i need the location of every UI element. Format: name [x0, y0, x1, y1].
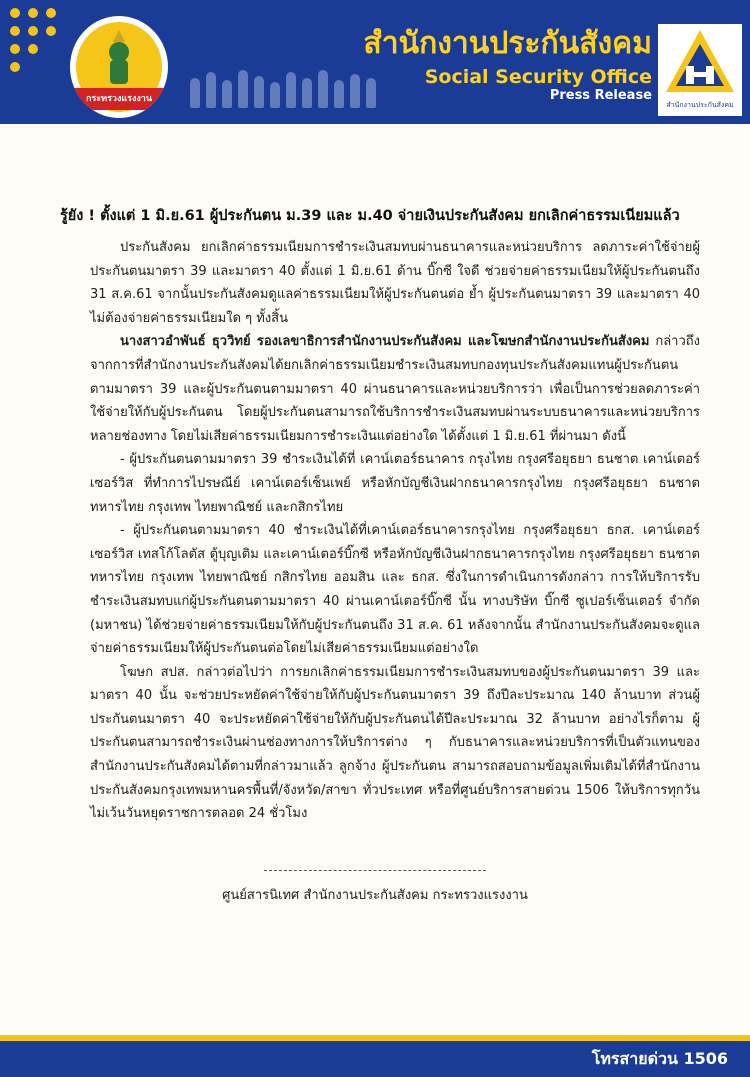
decorative-dots: [10, 8, 70, 98]
article-body: [90, 236, 700, 826]
spokesperson-name: นางสาวอำพันธ์ ธุววิทย์ รองเลขาธิการสำนักงานประกันสังคม และโฆษกสำนักงานประกันสังคม: [120, 334, 650, 350]
hotline-label: โทรสายด่วน 1506: [591, 1049, 728, 1068]
footer-accent-strip: [0, 1035, 750, 1041]
paragraph-savings: โฆษก สปส. กล่าวต่อไปว่า การยกเลิกค่าธรรมเนียมการชำระเงินสมทบของผู้ประกันตนมาตรา 39 และมาตรา 40 นั้น จะช่วยประหยัดค่าใช้จ่ายให้กับผู้ประกันตนมาตรา 39 ถึงปีละประมาณ 140 ล้านบาท ส่วนผู้ประกันตนมาตรา 40 จะประหยัดค่าใช้จ่ายให้กับผู้ประกันตนได้ปีละประมาณ 32 ล้านบาท อย่างไรก็ตาม ผู้ประกันตนสามารถชำระเงินผ่านช่องทางการให้บริการต่าง ๆ กับธนาคารและหน่วยบริการที่เป็นตัวแทนของสำนักงานประกันสังคมได้ตามที่กล่าวมาแล้ว ลูกจ้าง ผู้ประกันตน สามารถสอบถามข้อมูลเพิ่มเติมได้ที่สำนักงานประกันสังคมกรุงเทพมหานครพื้นที่/จังหวัด/สาขา ทั่วประเทศ หรือที่ศูนย์บริการสายด่วน 1506 ให้บริการทุกวันไม่เว้นวันหยุดราชการตลอด 24 ชั่วโมง: [90, 664, 700, 822]
paragraph-spokesperson: [90, 330, 700, 448]
paragraph-section-40: - ผู้ประกันตนตามมาตรา 40 ชำระเงินได้ที่เคาน์เตอร์ธนาคารกรุงไทย กรุงศรีอยุธยา ธกส. เคาน์เตอร์เซอร์วิส เทสโก้โลตัส ตู้บุญเติม และเคาน์เตอร์บิ๊กซี หรือหักบัญชีเงินฝากธนาคารกรุงไทย กรุงศรีอยุธยา ธนชาต ทหารไทย กรุงเทพ ไทยพาณิชย์ กสิกรไทย ออมสิน และ ธกส. ซึ่งในการดำเนินการดังกล่าว การให้บริการรับชำระเงินสมทบแก่ผู้ประกันตนตามมาตรา 40 ผ่านเคาน์เตอร์บิ๊กซี นั้น ทางบริษัท บิ๊กซี ซูเปอร์เซ็นเตอร์ จำกัด (มหาชน) ได้ช่วยจ่ายค่าธรรมเนียมให้กับผู้ประกันตนถึง 31 ส.ค. 61 หลังจากนั้น สำนักงานประกันสังคมจะดูแลจ่ายค่าธรรมเนียมให้ผู้ประกันตนต่อโดยไม่เสียค่าธรรมเนียมแต่อย่างใด: [90, 523, 700, 657]
ministry-logo-text: กระทรวงแรงงาน: [70, 88, 168, 110]
footer-bar: [0, 1035, 750, 1077]
office-title-english: Social Security Office: [424, 66, 652, 88]
spokesperson-statement: กล่าวถึง จากการที่สำนักงานประกันสังคมได้ยกเลิกค่าธรรมเนียมชำระเงินสมทบกองทุนประกันสังคมแทนผู้ประกันตนตามมาตรา 39 และผู้ประกันตนตามมาตรา 40 ผ่านธนาคารและหน่วยบริการว่า เพื่อเป็นการช่วยลดภาระค่าใช้จ่ายให้กับผู้ประกันตน โดยผู้ประกันตนสามารถใช้บริการชำระเงินสมทบผ่านระบบธนาคารและหน่วยบริการหลายช่องทาง โดยไม่เสียค่าธรรมเนียมการชำระเงินแต่อย่างใด ได้ตั้งแต่ 1 มิ.ย.61 ที่ผ่านมา ดังนี้: [90, 334, 700, 444]
paragraph-intro: ประกันสังคม ยกเลิกค่าธรรมเนียมการชำระเงินสมทบผ่านธนาคารและหน่วยบริการ ลดภาระค่าใช้จ่ายผู้ประกันตนมาตรา 39 และมาตรา 40 ตั้งแต่ 1 มิ.ย.61 ด้าน บิ๊กซี ใจดี ช่วยจ่ายค่าธรรมเนียมให้ผู้ประกันตนถึง 31 ส.ค.61 จากนั้นประกันสังคมดูแลค่าธรรมเนียมให้ผู้ประกันตนต่อ ย้ำ ผู้ประกันตนมาตรา 39 และมาตรา 40 ไม่ต้องจ่ายค่าธรรมเนียมใด ๆ ทั้งสิ้น: [90, 240, 700, 326]
divider: [264, 870, 486, 871]
press-release-label: Press Release: [549, 88, 652, 103]
sso-logo-caption: สำนักงานประกันสังคม: [666, 101, 734, 109]
sso-logo: [658, 24, 742, 116]
office-title-thai: สำนักงานประกันสังคม: [363, 26, 652, 61]
headline: รู้ยัง ! ตั้งแต่ 1 มิ.ย.61 ผู้ประกันตน ม.39 และ ม.40 จ่ายเงินประกันสังคม ยกเลิกค่าธรรมเนียมแล้ว: [60, 208, 680, 224]
ministry-of-labour-logo: [70, 16, 168, 118]
paragraph-section-39: - ผู้ประกันตนตามมาตรา 39 ชำระเงินได้ที่ เคาน์เตอร์ธนาคาร กรุงไทย กรุงศรีอยุธยา ธนชาต เคาน์เตอร์เซอร์วิส ที่ทำการไปรษณีย์ เคาน์เตอร์เซ็นเพย์ หรือหักบัญชีเงินฝากธนาคารกรุงไทย กรุงศรีอยุธยา ธนชาต ทหารไทย กรุงเทพ ไทยพาณิชย์ และกสิกรไทย: [90, 452, 700, 515]
footer-credit: ศูนย์สารนิเทศ สำนักงานประกันสังคม กระทรวงแรงงาน: [222, 888, 528, 903]
header-banner: [0, 0, 750, 124]
people-silhouettes: [190, 66, 390, 108]
